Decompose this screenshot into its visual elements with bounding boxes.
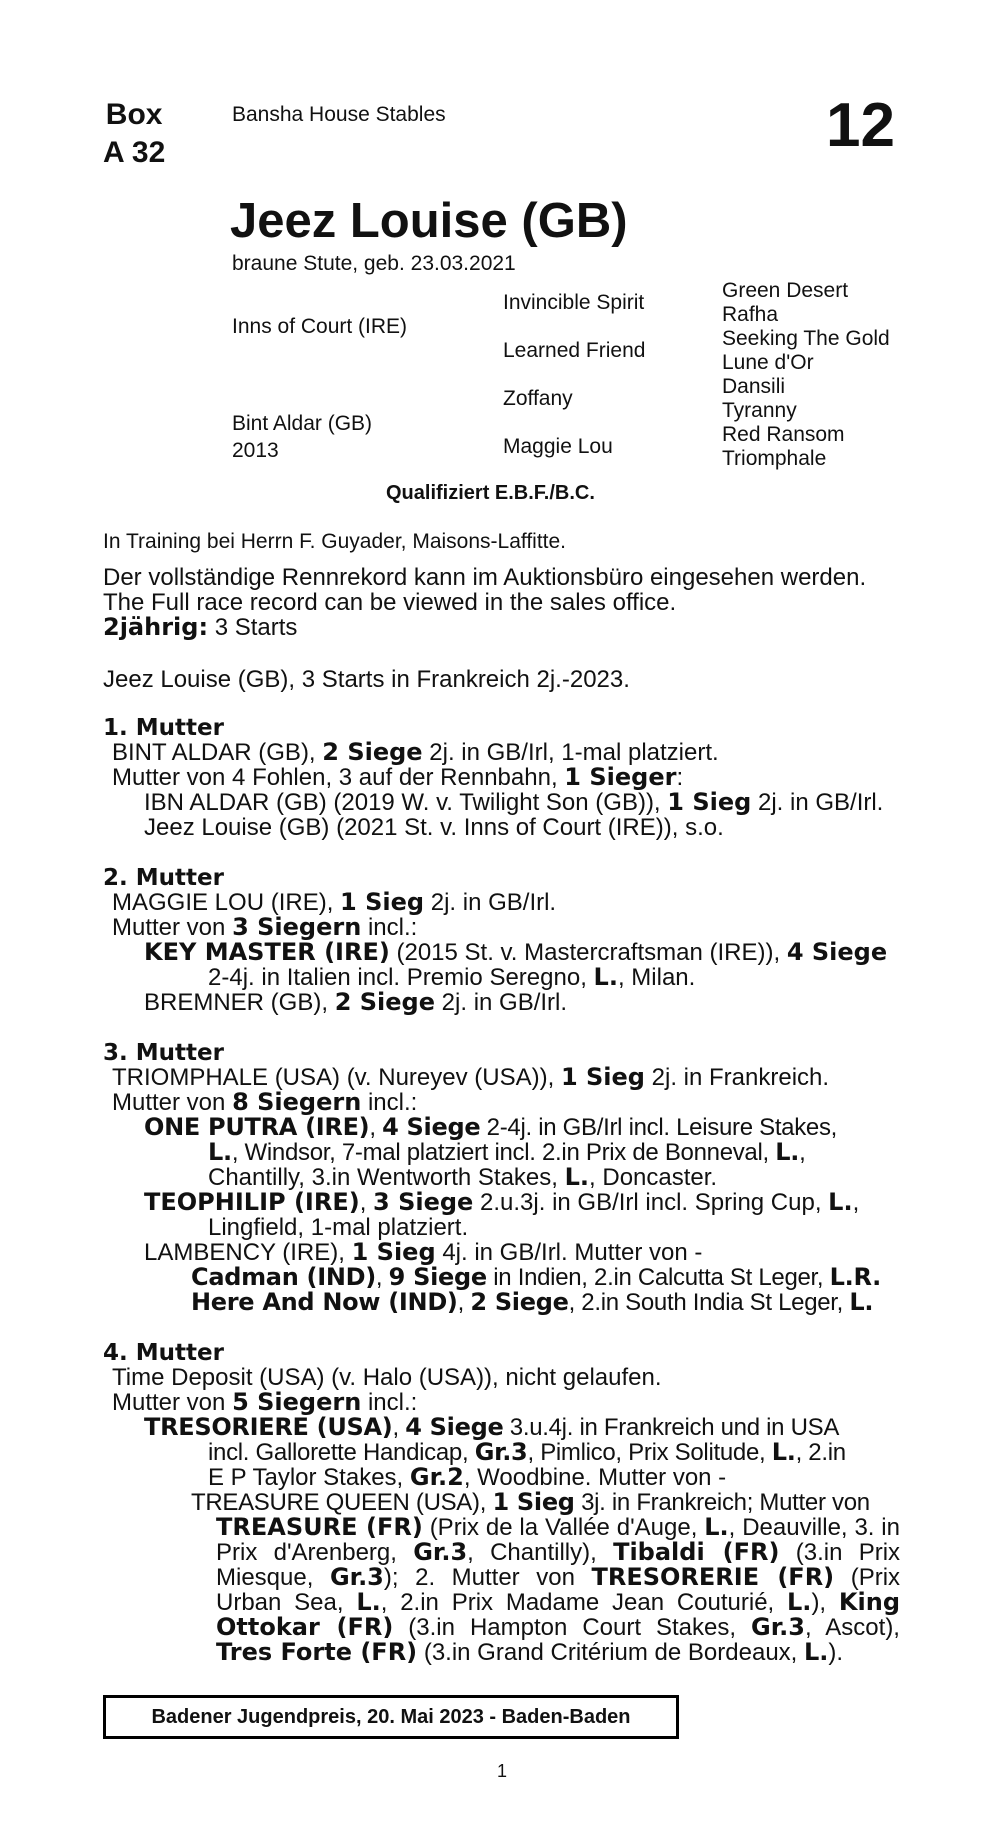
text: Mutter von 4 Fohlen, 3 auf der Rennbahn, xyxy=(112,764,558,791)
box-location xyxy=(103,96,165,172)
text: , xyxy=(359,1189,367,1216)
dam3-line xyxy=(112,1090,417,1115)
text: , Ascot), xyxy=(804,1614,900,1641)
dam4-line xyxy=(112,1390,417,1415)
text: 2j. in GB/Irl. xyxy=(430,889,557,916)
text: , xyxy=(369,1114,376,1141)
text: , xyxy=(375,1264,383,1291)
text: (Prix de la Vallée d'Auge, xyxy=(429,1514,698,1541)
pedigree-dam: Bint Aldar (GB) xyxy=(232,412,373,435)
text: , 2.in South India St Leger, xyxy=(568,1289,844,1316)
pedigree-great-grandparent: Rafha xyxy=(722,303,779,326)
text: (3.in Prix Miesque, xyxy=(216,1539,901,1591)
wins: 9 Siege xyxy=(388,1263,487,1291)
horse-name: Cadman (IND) xyxy=(191,1263,376,1291)
grade: L. xyxy=(828,1188,853,1216)
race-footer: Badener Jugendpreis, 20. Mai 2023 - Baden-Baden xyxy=(103,1695,679,1739)
horse-name: Jeez Louise (GB) xyxy=(230,194,628,248)
dam1-heading: 1. Mutter xyxy=(103,715,224,741)
grade: Gr.3 xyxy=(329,1563,384,1591)
horse-name: Tibaldi (FR) xyxy=(613,1538,780,1566)
pedigree-grandparent: Maggie Lou xyxy=(503,435,613,458)
pedigree-great-grandparent: Lune d'Or xyxy=(722,351,814,374)
horse-name: KEY MASTER (IRE) xyxy=(144,938,390,966)
horse-name: ONE PUTRA (IRE) xyxy=(144,1113,370,1141)
horse-name: TRESORERIE (FR) xyxy=(591,1563,835,1591)
text: (3.in Hampton Court Stakes, xyxy=(408,1614,737,1641)
text: , Windsor, 7-mal platziert incl. 2.in Prix de Bonneval, xyxy=(231,1139,769,1166)
text: , Milan. xyxy=(617,964,696,991)
text: BINT ALDAR (GB), xyxy=(112,739,316,766)
horse-name: Tres Forte (FR) xyxy=(216,1638,418,1666)
text: TRIOMPHALE (USA) (v. Nureyev (USA)), xyxy=(112,1064,555,1091)
pedigree-great-grandparent: Seeking The Gold xyxy=(722,327,890,350)
text: ); 2. Mutter von xyxy=(383,1564,575,1591)
dam4-progeny-paragraph xyxy=(216,1515,900,1665)
training-info: In Training bei Herrn F. Guyader, Maisons-Laffitte. xyxy=(103,530,567,553)
horse-name: King Ottokar (FR) xyxy=(216,1588,900,1641)
dam2-offspring-cont xyxy=(208,965,695,990)
text: (3.in Grand Critérium de Bordeaux, xyxy=(423,1639,798,1666)
wins: 4 Siege xyxy=(382,1113,481,1141)
horse-name: Here And Now (IND) xyxy=(191,1288,458,1316)
text: Chantilly, 3.in Wentworth Stakes, xyxy=(208,1164,558,1191)
text: ), xyxy=(811,1589,827,1616)
horse-name: TRESORIERE (USA) xyxy=(144,1413,393,1441)
horse-name: TEOPHILIP (IRE) xyxy=(144,1188,360,1216)
pedigree-dam-year: 2013 xyxy=(232,439,279,462)
dam1-line xyxy=(112,765,683,790)
dam4-line: Time Deposit (USA) (v. Halo (USA)), nicht gelaufen. xyxy=(112,1364,662,1391)
dam2-offspring xyxy=(144,990,567,1015)
grade: Gr.3 xyxy=(474,1438,528,1466)
text: LAMBENCY (IRE), xyxy=(144,1239,345,1266)
race-record-note-de: Der vollständige Rennrekord kann im Auktionsbüro eingesehen werden. xyxy=(103,564,867,591)
box-label: Box xyxy=(105,98,163,131)
wins: 2 Siege xyxy=(470,1288,569,1316)
dam3-offspring xyxy=(144,1115,837,1140)
wins: 1 Sieg xyxy=(667,788,752,816)
dam4-heading: 4. Mutter xyxy=(103,1340,224,1366)
box-number: A 32 xyxy=(103,136,166,169)
text: E P Taylor Stakes, xyxy=(208,1464,404,1491)
text: , xyxy=(457,1289,464,1316)
text: , 2.in Prix Madame Jean Couturié, xyxy=(380,1589,775,1616)
page-number: 1 xyxy=(497,1761,508,1781)
dam2-line xyxy=(112,915,417,940)
race-summary: Jeez Louise (GB), 3 Starts in Frankreich 2j.-2023. xyxy=(103,666,630,693)
dam1-line xyxy=(112,740,719,765)
winners: 1 Sieger xyxy=(564,763,677,791)
grade: L.R. xyxy=(829,1263,881,1291)
pedigree-great-grandparent: Green Desert xyxy=(722,279,849,302)
wins: 4 Siege xyxy=(786,938,888,966)
text: 4j. in GB/Irl. Mutter von - xyxy=(442,1239,703,1266)
winners: 5 Siegern xyxy=(232,1388,362,1416)
text: incl.: xyxy=(367,1089,418,1116)
text: 2j. in GB/Irl. xyxy=(757,789,884,816)
text: 2j. in GB/Irl. xyxy=(441,989,568,1016)
text: MAGGIE LOU (IRE), xyxy=(112,889,334,916)
wins: 1 Sieg xyxy=(560,1063,645,1091)
pedigree-great-grandparent: Triomphale xyxy=(722,447,827,470)
text: (2015 St. v. Mastercraftsman (IRE)), xyxy=(396,939,781,966)
owner: Bansha House Stables xyxy=(232,103,446,126)
text: TREASURE QUEEN (USA), xyxy=(191,1489,487,1516)
wins: 4 Siege xyxy=(405,1413,504,1441)
dam1-offspring: Jeez Louise (GB) (2021 St. v. Inns of Court (IRE)), s.o. xyxy=(144,814,724,841)
grade: L. xyxy=(704,1513,729,1541)
text: , Chantilly), xyxy=(467,1539,597,1566)
dam3-offspring xyxy=(144,1240,702,1265)
text: : xyxy=(676,764,684,791)
text: IBN ALDAR (GB) (2019 W. v. Twilight Son (GB)), xyxy=(144,789,661,816)
text: in Indien, 2.in Calcutta St Leger, xyxy=(493,1264,824,1291)
grade: L. xyxy=(771,1438,796,1466)
grade: L. xyxy=(775,1138,800,1166)
grade: L. xyxy=(208,1138,232,1166)
pedigree-sire: Inns of Court (IRE) xyxy=(232,315,408,338)
grade: L. xyxy=(356,1588,381,1616)
text: (Prix Urban Sea, xyxy=(216,1564,901,1616)
grade: Gr.3 xyxy=(751,1613,805,1641)
text: , 2.in xyxy=(795,1439,846,1466)
dam3-line xyxy=(112,1065,829,1090)
text: Mutter von xyxy=(112,914,226,941)
text: BREMNER (GB), xyxy=(144,989,329,1016)
pedigree-grandparent: Invincible Spirit xyxy=(503,291,645,314)
wins: 3 Siege xyxy=(373,1188,474,1216)
text: ). xyxy=(828,1639,844,1666)
dam3-offspring-cont: Lingfield, 1-mal platziert. xyxy=(208,1214,469,1241)
text: , Pimlico, Prix Solitude, xyxy=(527,1439,766,1466)
grade: L. xyxy=(787,1588,812,1616)
grade: L. xyxy=(849,1288,874,1316)
text: 2j. in GB/Irl, 1-mal platziert. xyxy=(429,739,719,766)
text: , xyxy=(799,1139,806,1166)
horse-name: TREASURE (FR) xyxy=(216,1513,423,1541)
grade: L. xyxy=(593,963,618,991)
dam3-grand-offspring xyxy=(191,1290,873,1315)
text: 3.u.4j. in Frankreich und in USA xyxy=(509,1414,840,1441)
dam3-offspring xyxy=(144,1190,859,1215)
text: incl.: xyxy=(367,1389,418,1416)
grade: L. xyxy=(564,1163,590,1191)
pedigree-grandparent: Learned Friend xyxy=(503,339,646,362)
winners: 8 Siegern xyxy=(232,1088,362,1116)
winners: 3 Siegern xyxy=(232,913,362,941)
dam3-offspring-cont xyxy=(208,1140,805,1165)
dam3-heading: 3. Mutter xyxy=(103,1040,224,1066)
text: incl.: xyxy=(367,914,418,941)
text: Mutter von xyxy=(112,1389,226,1416)
wins: 2 Siege xyxy=(322,738,423,766)
text: , Doncaster. xyxy=(589,1164,718,1191)
text: 2-4j. in Italien incl. Premio Seregno, xyxy=(208,964,587,991)
pedigree-great-grandparent: Tyranny xyxy=(722,399,797,422)
dam2-heading: 2. Mutter xyxy=(103,865,224,891)
text: 3j. in Frankreich; Mutter von xyxy=(581,1489,870,1516)
qualification: Qualifiziert E.B.F./B.C. xyxy=(386,482,595,504)
dam1-offspring xyxy=(144,790,883,815)
dam2-line xyxy=(112,890,556,915)
dam4-offspring-cont xyxy=(208,1465,726,1490)
text: 2-4j. in GB/Irl incl. Leisure Stakes, xyxy=(486,1114,838,1141)
dam4-grand-offspring xyxy=(191,1490,870,1515)
text: , xyxy=(392,1414,399,1441)
text: , xyxy=(852,1189,860,1216)
pedigree-great-grandparent: Red Ransom xyxy=(722,423,845,446)
text: Mutter von xyxy=(112,1089,226,1116)
race-record-note-en: The Full race record can be viewed in the sales office. xyxy=(103,589,677,616)
dam4-offspring xyxy=(144,1415,839,1440)
text: incl. Gallorette Handicap, xyxy=(208,1439,469,1466)
age-label: 2jährig: xyxy=(103,613,209,641)
lot-number: 12 xyxy=(826,91,895,160)
wins: 1 Sieg xyxy=(351,1238,436,1266)
wins: 1 Sieg xyxy=(492,1488,575,1516)
text: 2.u.3j. in GB/Irl incl. Spring Cup, xyxy=(480,1189,822,1216)
text: , Woodbine. Mutter von - xyxy=(463,1464,727,1491)
age-starts xyxy=(103,615,297,640)
grade: L. xyxy=(804,1638,829,1666)
text: , Deauville, 3. in Prix d'Arenberg, xyxy=(216,1514,900,1566)
pedigree-grandparent: Zoffany xyxy=(503,387,573,410)
dam2-offspring xyxy=(144,940,887,965)
horse-description: braune Stute, geb. 23.03.2021 xyxy=(232,252,516,275)
dam3-offspring-cont xyxy=(208,1165,717,1190)
grade: Gr.3 xyxy=(413,1538,468,1566)
wins: 1 Sieg xyxy=(340,888,425,916)
age-value: 3 Starts xyxy=(214,614,298,641)
dam3-grand-offspring xyxy=(191,1265,881,1290)
grade: Gr.2 xyxy=(409,1463,464,1491)
text: 2j. in Frankreich. xyxy=(651,1064,830,1091)
dam4-offspring-cont xyxy=(208,1440,846,1465)
pedigree-great-grandparent: Dansili xyxy=(722,375,786,398)
wins: 2 Siege xyxy=(334,988,435,1016)
